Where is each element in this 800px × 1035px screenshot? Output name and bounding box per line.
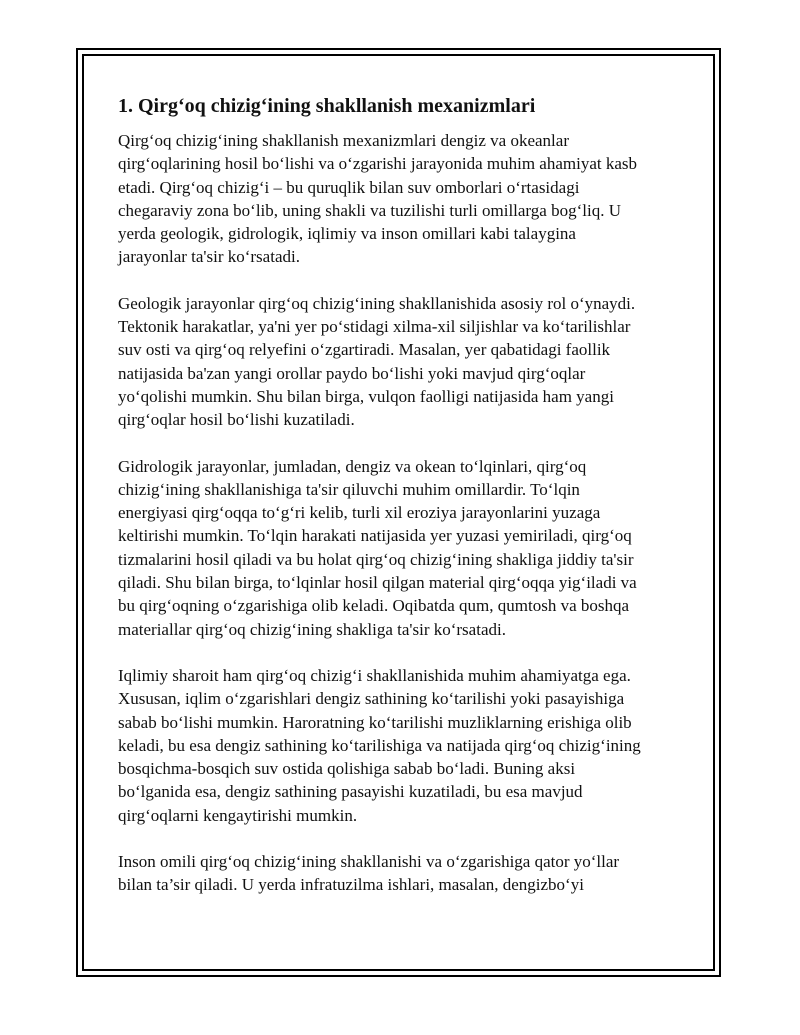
text-line: jarayonlar ta'sir ko‘rsatadi. — [118, 247, 300, 267]
text-line: materiallar qirg‘oq chizig‘ining shakliga ta'sir ko‘rsatadi. — [118, 619, 506, 639]
paragraph-human-factor — [118, 850, 698, 897]
text-line: Qirg‘oq chizig‘ining shakllanish mexanizmlari dengiz va okeanlar — [118, 131, 569, 150]
text-line: qiladi. Shu bilan birga, to‘lqinlar hosil qilgan material qirg‘oqqa yig‘iladi va — [118, 573, 637, 593]
text-line: Inson omili qirg‘oq chizig‘ining shakllanishi va o‘zgarishiga qator yo‘llar — [118, 852, 620, 872]
text-line: qirg‘oqlar hosil bo‘lishi kuzatiladi. — [118, 410, 355, 430]
text-line: bosqichma-bosqich suv ostida qolishiga sabab bo‘ladi. Buning aksi — [118, 759, 576, 779]
text-line: bo‘lganida esa, dengiz sathining pasayishi kuzatiladi, bu esa mavjud — [118, 782, 583, 802]
text-line: sabab bo‘lishi mumkin. Haroratning ko‘tarilishi muzliklarning erishiga olib — [118, 712, 632, 732]
text-line: natijasida ba'zan yangi orollar paydo bo‘lishi yoki mavjud qirg‘oqlar — [118, 363, 586, 383]
document-body — [118, 93, 698, 920]
text-line: keladi, bu esa dengiz sathining ko‘tarilishiga va natijada qirg‘oq chizig‘ining — [118, 735, 641, 755]
section-title: 1. Qirg‘oq chizig‘ining shakllanish mexanizmlari — [118, 95, 536, 117]
text-line: chizig‘ining shakllanishiga ta'sir qiluvchi muhim omillardir. To‘lqin — [118, 479, 580, 499]
text-line: chegaraviy zona bo‘lib, uning shakli va tuzilishi turli omillarga bog‘liq. U — [118, 200, 621, 220]
paragraph-intro — [118, 129, 698, 269]
paragraph-geological — [118, 292, 698, 432]
text-line: yerda geologik, gidrologik, iqlimiy va inson omillari kabi talaygina — [118, 224, 576, 244]
text-line: yo‘qolishi mumkin. Shu bilan birga, vulqon faolligi natijasida ham yangi — [118, 386, 614, 406]
text-line: Geologik jarayonlar qirg‘oq chizig‘ining shakllanishida asosiy rol o‘ynaydi. — [118, 293, 636, 313]
text-line: Iqlimiy sharoit ham qirg‘oq chizig‘i shakllanishida muhim ahamiyatga ega. — [118, 665, 631, 685]
text-line: keltirishi mumkin. To‘lqin harakati natijasida yer yuzasi yemiriladi, qirg‘oq — [118, 526, 632, 546]
text-line: qirg‘oqlarining hosil bo‘lishi va o‘zgarishi jarayonida muhim ahamiyat kasb — [118, 154, 638, 174]
text-line: suv osti va qirg‘oq relyefini o‘zgartiradi. Masalan, yer qabatidagi faollik — [118, 340, 611, 360]
text-line: qirg‘oqlarni kengaytirishi mumkin. — [118, 805, 358, 825]
text-line: Tektonik harakatlar, ya'ni yer po‘stidagi xilma-xil siljishlar va ko‘tarilishlar — [118, 317, 631, 337]
paragraph-hydrological — [118, 455, 698, 641]
text-line: bilan ta’sir qiladi. U yerda infratuzilma ishlari, masalan, dengizbo‘yi — [118, 875, 584, 895]
paragraph-climatic — [118, 664, 698, 827]
text-line: tizmalarini hosil qiladi va bu holat qirg‘oq chizig‘ining shakliga jiddiy ta'sir — [118, 549, 634, 569]
text-line: Gidrologik jarayonlar, jumladan, dengiz va okean to‘lqinlari, qirg‘oq — [118, 456, 587, 476]
text-line: energiyasi qirg‘oqqa to‘g‘ri kelib, turli xil eroziya jarayonlarini yuzaga — [118, 503, 601, 523]
text-line: etadi. Qirg‘oq chizig‘i – bu quruqlik bilan suv omborlari o‘rtasidagi — [118, 177, 580, 197]
text-line: Xususan, iqlim o‘zgarishlari dengiz sathining ko‘tarilishi yoki pasayishiga — [118, 689, 625, 709]
text-line: bu qirg‘oqning o‘zgarishiga olib keladi. Oqibatda qum, qumtosh va boshqa — [118, 596, 630, 616]
